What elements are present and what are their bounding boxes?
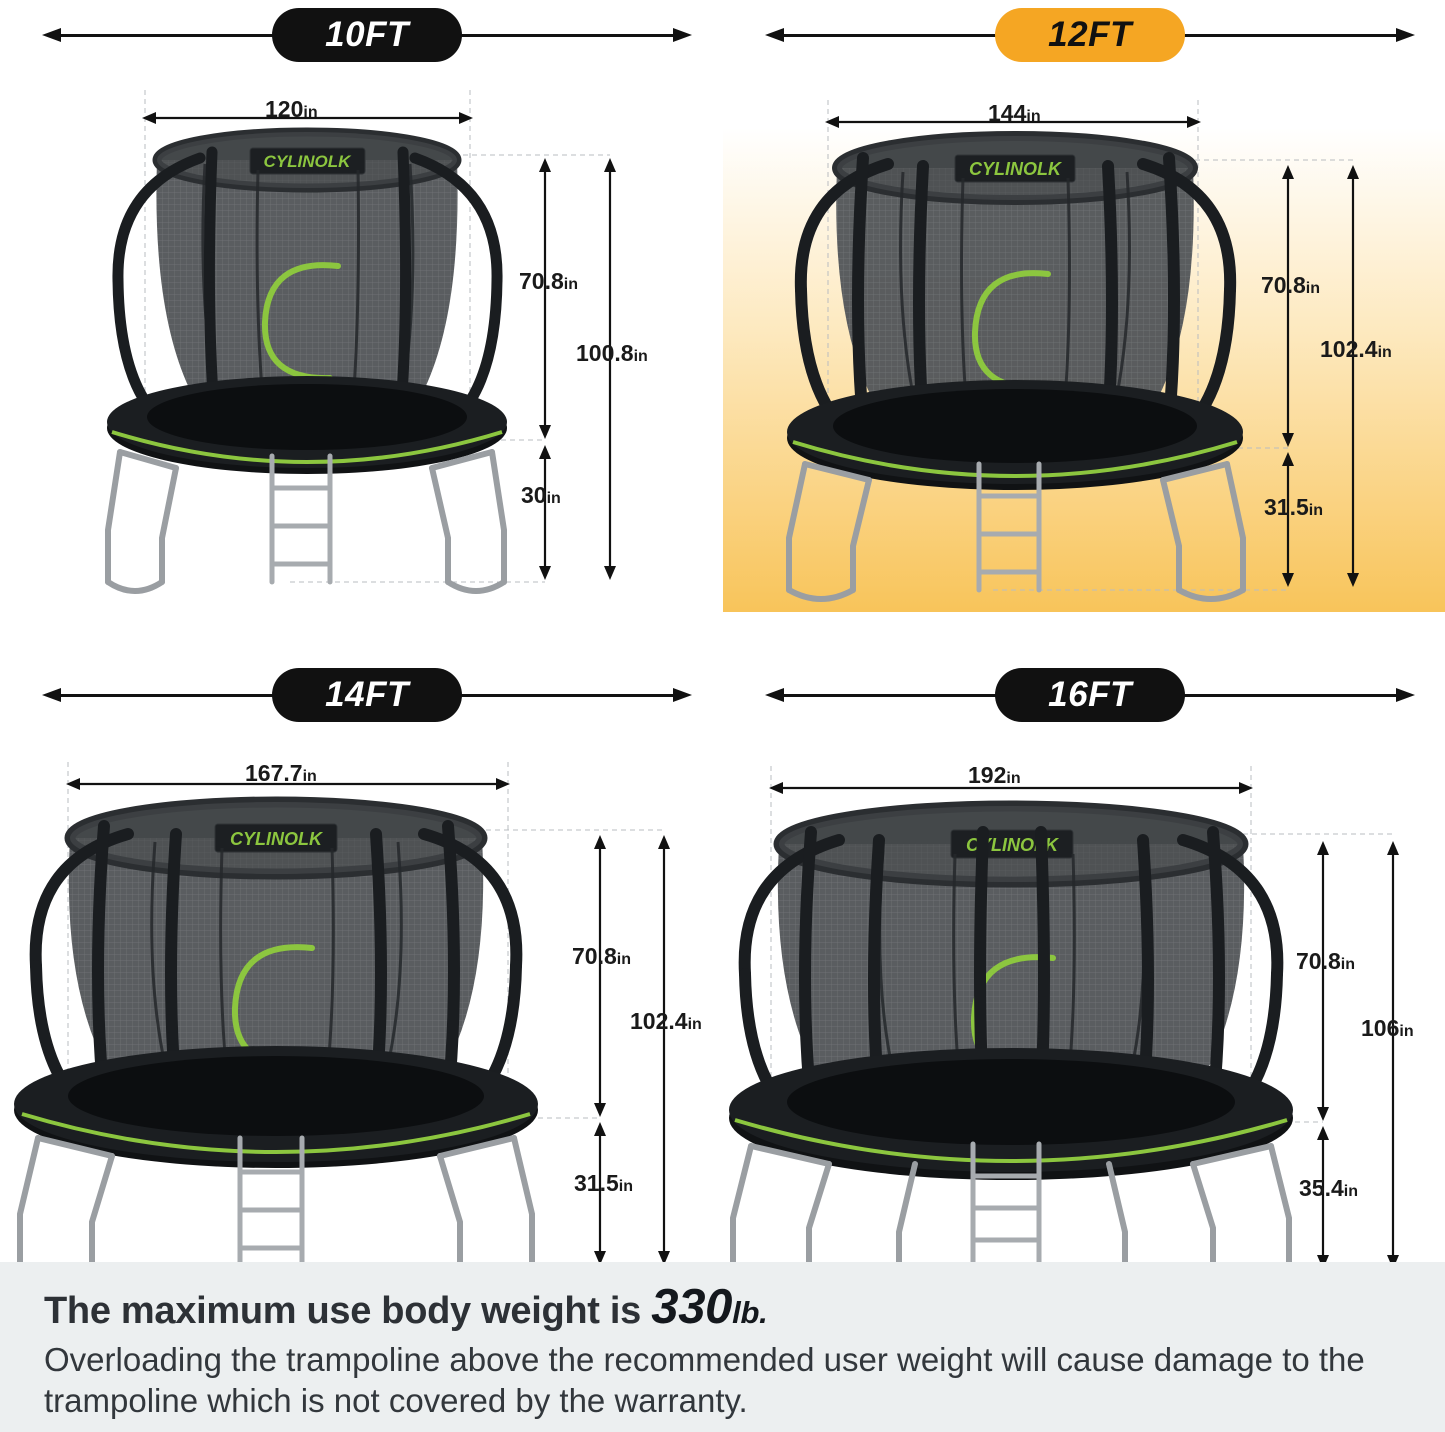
svg-text:CYLINOLK: CYLINOLK [966,835,1058,855]
trampoline-illustration-10ft [0,60,722,605]
frame-height-label-16ft: 35.4in [1299,1175,1358,1201]
size-header-16ft [753,668,1427,724]
trampoline-illustration-12ft [723,60,1445,605]
net-height-label-14ft: 70.8in [572,943,631,969]
width-label-16ft: 192in [968,762,1021,788]
panel-16ft [723,660,1445,1305]
max-weight-line [44,1280,1405,1336]
net-height-label-10ft: 70.8in [519,268,578,294]
weight-warning-footer [0,1262,1445,1432]
size-header-10ft [30,8,704,64]
max-weight-prefix: The maximum use body weight is [44,1290,652,1332]
size-header-14ft [30,668,704,724]
size-pill-16ft: 16FT [995,668,1185,722]
size-header-12ft [753,8,1427,64]
size-pill-14ft: 14FT [272,668,462,722]
frame-height-label-12ft: 31.5in [1264,494,1323,520]
panel-10ft [0,0,722,645]
total-height-label-12ft: 102.4in [1320,336,1392,362]
panel-12ft [723,0,1445,645]
size-pill-10ft: 10FT [272,8,462,62]
frame-height-label-14ft: 31.5in [574,1170,633,1196]
svg-text:CYLINOLK: CYLINOLK [969,159,1061,179]
max-weight-value: 330 [651,1280,733,1334]
svg-text:CYLINOLK: CYLINOLK [230,829,322,849]
net-height-label-16ft: 70.8in [1296,948,1355,974]
overload-warning-text: Overloading the trampoline above the recommended user weight will cause damage to the trampoline which is not covered by the warranty. [44,1341,1365,1419]
width-label-12ft: 144in [988,100,1041,126]
max-weight-unit: lb. [732,1295,768,1330]
size-pill-12ft: 12FT [995,8,1185,62]
total-height-label-16ft: 106in [1361,1015,1414,1041]
panel-14ft [0,660,722,1305]
net-height-label-12ft: 70.8in [1261,272,1320,298]
width-label-10ft: 120in [265,96,318,122]
frame-height-label-10ft: 30in [521,482,561,508]
width-label-14ft: 167.7in [245,760,317,786]
total-height-label-14ft: 102.4in [630,1008,702,1034]
total-height-label-10ft: 100.8in [576,340,648,366]
svg-text:CYLINOLK: CYLINOLK [263,152,351,171]
